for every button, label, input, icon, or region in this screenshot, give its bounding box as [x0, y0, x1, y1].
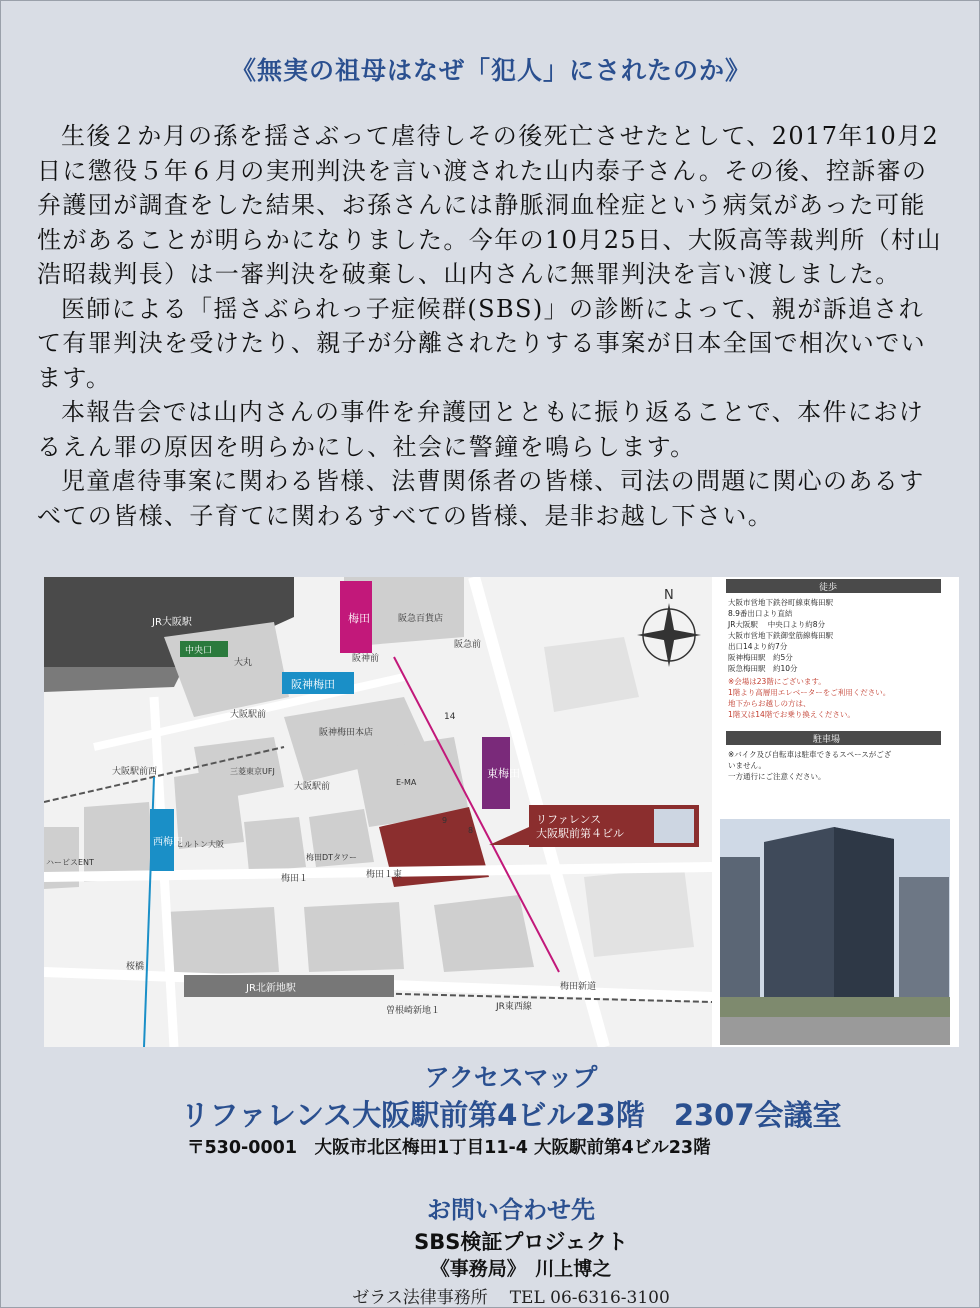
phone-number: TEL 06-6316-3100	[509, 1288, 670, 1308]
parking-header: 駐車場	[813, 735, 841, 745]
ekimae-label: 大阪駅前	[230, 710, 267, 720]
walk-note: ※会場は23階にございます。	[728, 677, 826, 686]
umeda-badge-label: 梅田	[348, 612, 370, 625]
route-14-label: 14	[444, 712, 456, 722]
hanshin-mae-label: 阪神前	[352, 654, 380, 664]
paragraph: 本報告会では山内さんの事件を弁護団とともに振り返ることで、本件におけるえん罪の原因を明らかにし、社会に警鐘を鳴らします。	[37, 398, 925, 461]
dt-tower-label: 梅田DTタワー	[306, 853, 358, 862]
walk-note: 1階より高層用エレベーターをご利用ください。	[728, 688, 891, 697]
ekimae-north-label: 大阪駅前	[294, 782, 331, 792]
walk-line: 8.9番出口より直結	[728, 609, 793, 618]
office-contact: 《事務局》 川上博之	[430, 1258, 612, 1280]
paragraph: 生後２か月の孫を揺さぶって虐待しその後死亡させたとして、2017年10月2日に懲役５年６月の実刑判決を言い渡された山内泰子さん。その後、控訴審の弁護団が調査をした結果、お孫さんには静脈洞血栓症という病気があった可能性があることが明らかになりました。今年の10月25日、大阪高等裁判所（村山浩昭裁判長）は一審判決を破棄し、山内さんに無罪判決を言い渡しました。	[37, 122, 942, 288]
umeda1-east-label: 梅田１東	[366, 870, 403, 880]
law-firm-name: ゼラス法律事務所	[352, 1288, 488, 1308]
chuo-label: 中央口	[185, 646, 213, 656]
paragraph: 医師による「揺さぶられっ子症候群(SBS)」の診断によって、親が訴追されて有罪判決を受けたり、親子が分離されたりする事案が日本全国で相次いでいます。	[37, 294, 926, 392]
walk-line: JR大阪駅 中央口より約8分	[728, 620, 826, 629]
daiichi-block	[244, 817, 306, 872]
bldg1-block	[164, 907, 279, 975]
parking-line: いません。	[728, 761, 766, 770]
venue-name: リファレンス大阪駅前第4ビル23階 2307会議室	[180, 1098, 842, 1132]
umeda1-label: 梅田１	[281, 874, 309, 884]
walk-note: 地下からお越しの方は、	[728, 699, 811, 708]
parking-line: 一方通行にご注意ください。	[728, 772, 826, 781]
herbis-label: ハービスENT	[46, 858, 94, 867]
nishi-umeda-badge-label: 西梅田	[153, 837, 183, 848]
target-photo-thumb	[654, 809, 694, 843]
se-block	[584, 867, 694, 957]
compass-north-label: N	[664, 588, 674, 603]
access-map-svg	[44, 577, 959, 1047]
hilton-east-block	[174, 767, 244, 849]
jr-osaka-label: JR大阪駅	[152, 617, 192, 628]
access-map-heading: アクセスマップ	[424, 1063, 598, 1092]
ema-label: E-MA	[396, 778, 417, 787]
walk-line: 出口14より約7分	[728, 642, 788, 651]
walk-note: 1階又は14階でお乗り換えください。	[728, 710, 855, 719]
body-text	[37, 119, 949, 533]
access-map	[44, 577, 959, 1047]
jr-tozai-label: JR東西線	[496, 1002, 532, 1012]
venue-address: 〒530-0001 大阪市北区梅田1丁目11-4 大阪駅前第4ビル23階	[187, 1138, 711, 1158]
higashi-umeda-badge-label: 東梅田	[487, 767, 520, 780]
walk-header: 徒歩	[819, 583, 838, 593]
paragraph: 児童虐待事案に関わる皆様、法曹関係者の皆様、司法の問題に関心のあるすべての皆様、子育てに関わるすべての皆様、是非お越し下さい。	[37, 467, 925, 530]
walk-line: 大阪市営地下鉄御堂筋線梅田駅	[728, 631, 833, 640]
hankyu-dept-label: 阪急百貨店	[398, 614, 444, 624]
hanshin-umeda-badge-label: 阪神梅田	[291, 678, 335, 691]
walk-line: 阪神梅田駅 約5分	[728, 653, 793, 662]
hilton-osaka-label: ヒルトン大阪	[176, 840, 224, 849]
umeda-shinmichi-label: 梅田新道	[560, 982, 597, 992]
daimaru-label: 大丸	[234, 658, 253, 668]
organization-name: SBS検証プロジェクト	[414, 1230, 628, 1254]
exit-8-label: 8	[468, 826, 474, 835]
page-title: 《無実の祖母はなぜ「犯人」にされたのか》	[230, 56, 751, 85]
law-firm-line	[1, 1283, 980, 1308]
walk-line: 大阪市営地下鉄谷町線東梅田駅	[728, 598, 833, 607]
hankyu-mae-label: 阪急前	[454, 640, 482, 650]
ekimae-west-label: 大阪駅前西	[112, 767, 158, 777]
bldg2-block	[304, 902, 404, 972]
parking-line: ※バイク及び自転車は駐車できるスペースがござ	[728, 750, 892, 759]
building-photo	[720, 819, 950, 1045]
sakura-label: 桜橋	[126, 962, 145, 972]
bldg3-block	[434, 895, 534, 972]
sonezaki-label: 曽根崎新地１	[386, 1006, 441, 1016]
hilton-west-block	[84, 802, 154, 882]
hanshin-main-label: 阪神梅田本店	[319, 728, 374, 738]
contact-heading: お問い合わせ先	[427, 1196, 595, 1224]
sanwa-label: 三菱東京UFJ	[230, 767, 275, 776]
jr-kitashinchi-label: JR北新地駅	[246, 983, 296, 994]
target-callout-label: リファレンス大阪駅前第４ビル	[536, 813, 624, 840]
exit-9-label: 9	[442, 816, 448, 825]
walk-line: 阪急梅田駅 約10分	[728, 664, 798, 673]
